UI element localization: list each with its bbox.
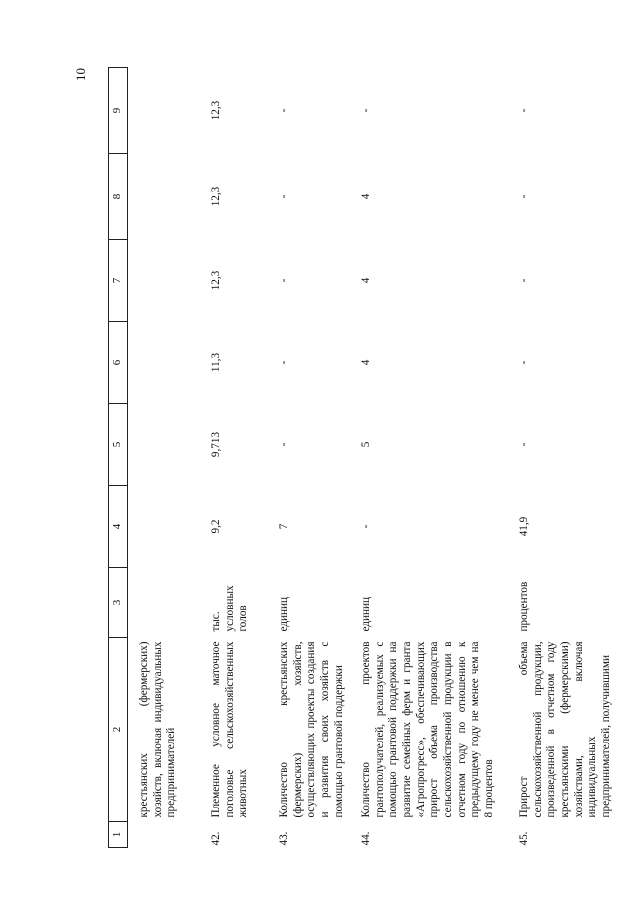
value-cell [128, 486, 211, 568]
column-header: 3 [109, 568, 128, 638]
row-number: 42. [210, 831, 222, 846]
indicator-name: Количество проектов грантополучателей, реализуемых с помощью грантовой поддержки на развитие семейных ферм и гранта «Агропрогресс», обеспечивающих прирост объема производства сельскохозяйственной продукции в отчетном году по отношению к предыдущему году не менее чем на 8 процентов [360, 641, 495, 818]
value-cell: - [278, 194, 290, 199]
unit-cell [128, 568, 211, 638]
value-cell: - [518, 108, 530, 113]
table-header-row [109, 68, 128, 848]
table-row [278, 68, 360, 848]
value-cell: - [518, 278, 530, 283]
value-cell: 7 [278, 523, 290, 530]
value-cell: 12,3 [210, 100, 222, 121]
row-number [128, 822, 211, 848]
value-cell: 12,3 [210, 186, 222, 207]
column-header: 2 [109, 638, 128, 822]
value-cell: 5 [360, 441, 372, 448]
indicator-name: Прирост объема сельскохозяйственной продукции, произведенной в отчетном году крестьянскими (фермерскими) хозяйствами, включая индивидуальных предпринимателей, получившими [518, 641, 612, 818]
value-cell: 4 [360, 359, 372, 366]
value-cell: - [518, 360, 530, 365]
value-cell: - [278, 360, 290, 365]
row-number: 43. [278, 831, 290, 846]
column-header: 7 [109, 240, 128, 322]
value-cell [128, 154, 211, 240]
value-cell: - [360, 108, 372, 113]
column-header: 9 [109, 68, 128, 154]
value-cell: 9,713 [210, 431, 222, 458]
indicator-name: Племенное условное маточное поголовье сельскохозяйственных животных [210, 641, 250, 818]
value-cell [128, 240, 211, 322]
value-cell: - [278, 108, 290, 113]
unit-cell: единиц [278, 597, 290, 632]
row-number: 45. [518, 831, 530, 846]
indicator-name: крестьянских (фермерских) хозяйств, включая индивидуальных предпринимателей [138, 641, 178, 818]
value-cell: - [518, 442, 530, 447]
column-header: 6 [109, 322, 128, 404]
value-cell: 41,9 [518, 516, 530, 537]
column-header: 8 [109, 154, 128, 240]
value-cell: - [360, 524, 372, 529]
table-row [518, 68, 614, 848]
column-header: 4 [109, 486, 128, 568]
indicator-name: Количество крестьянских (фермерских) хозяйств, осуществляющих проекты создания и развития своих хозяйств с помощью грантовой поддержки [278, 641, 345, 818]
column-header: 5 [109, 404, 128, 486]
column-header: 1 [109, 822, 128, 848]
value-cell [128, 322, 211, 404]
value-cell: - [518, 194, 530, 199]
value-cell [128, 68, 211, 154]
value-cell [128, 404, 211, 486]
row-number: 44. [360, 831, 372, 846]
indicator-table [108, 67, 614, 848]
page-number: 10 [73, 68, 88, 81]
unit-cell: процентов [518, 581, 530, 632]
value-cell: 9,2 [210, 519, 222, 534]
value-cell: - [278, 278, 290, 283]
value-cell: 4 [360, 193, 372, 200]
table-row [128, 68, 211, 848]
value-cell: 11,3 [210, 352, 222, 373]
value-cell: 4 [360, 277, 372, 284]
unit-cell: единиц [360, 597, 372, 632]
value-cell: 12,3 [210, 270, 222, 291]
table-row [360, 68, 518, 848]
rotated-page [108, 68, 628, 848]
table-row [210, 68, 278, 848]
value-cell: - [278, 442, 290, 447]
unit-cell: тыс. условных голов [210, 585, 250, 632]
